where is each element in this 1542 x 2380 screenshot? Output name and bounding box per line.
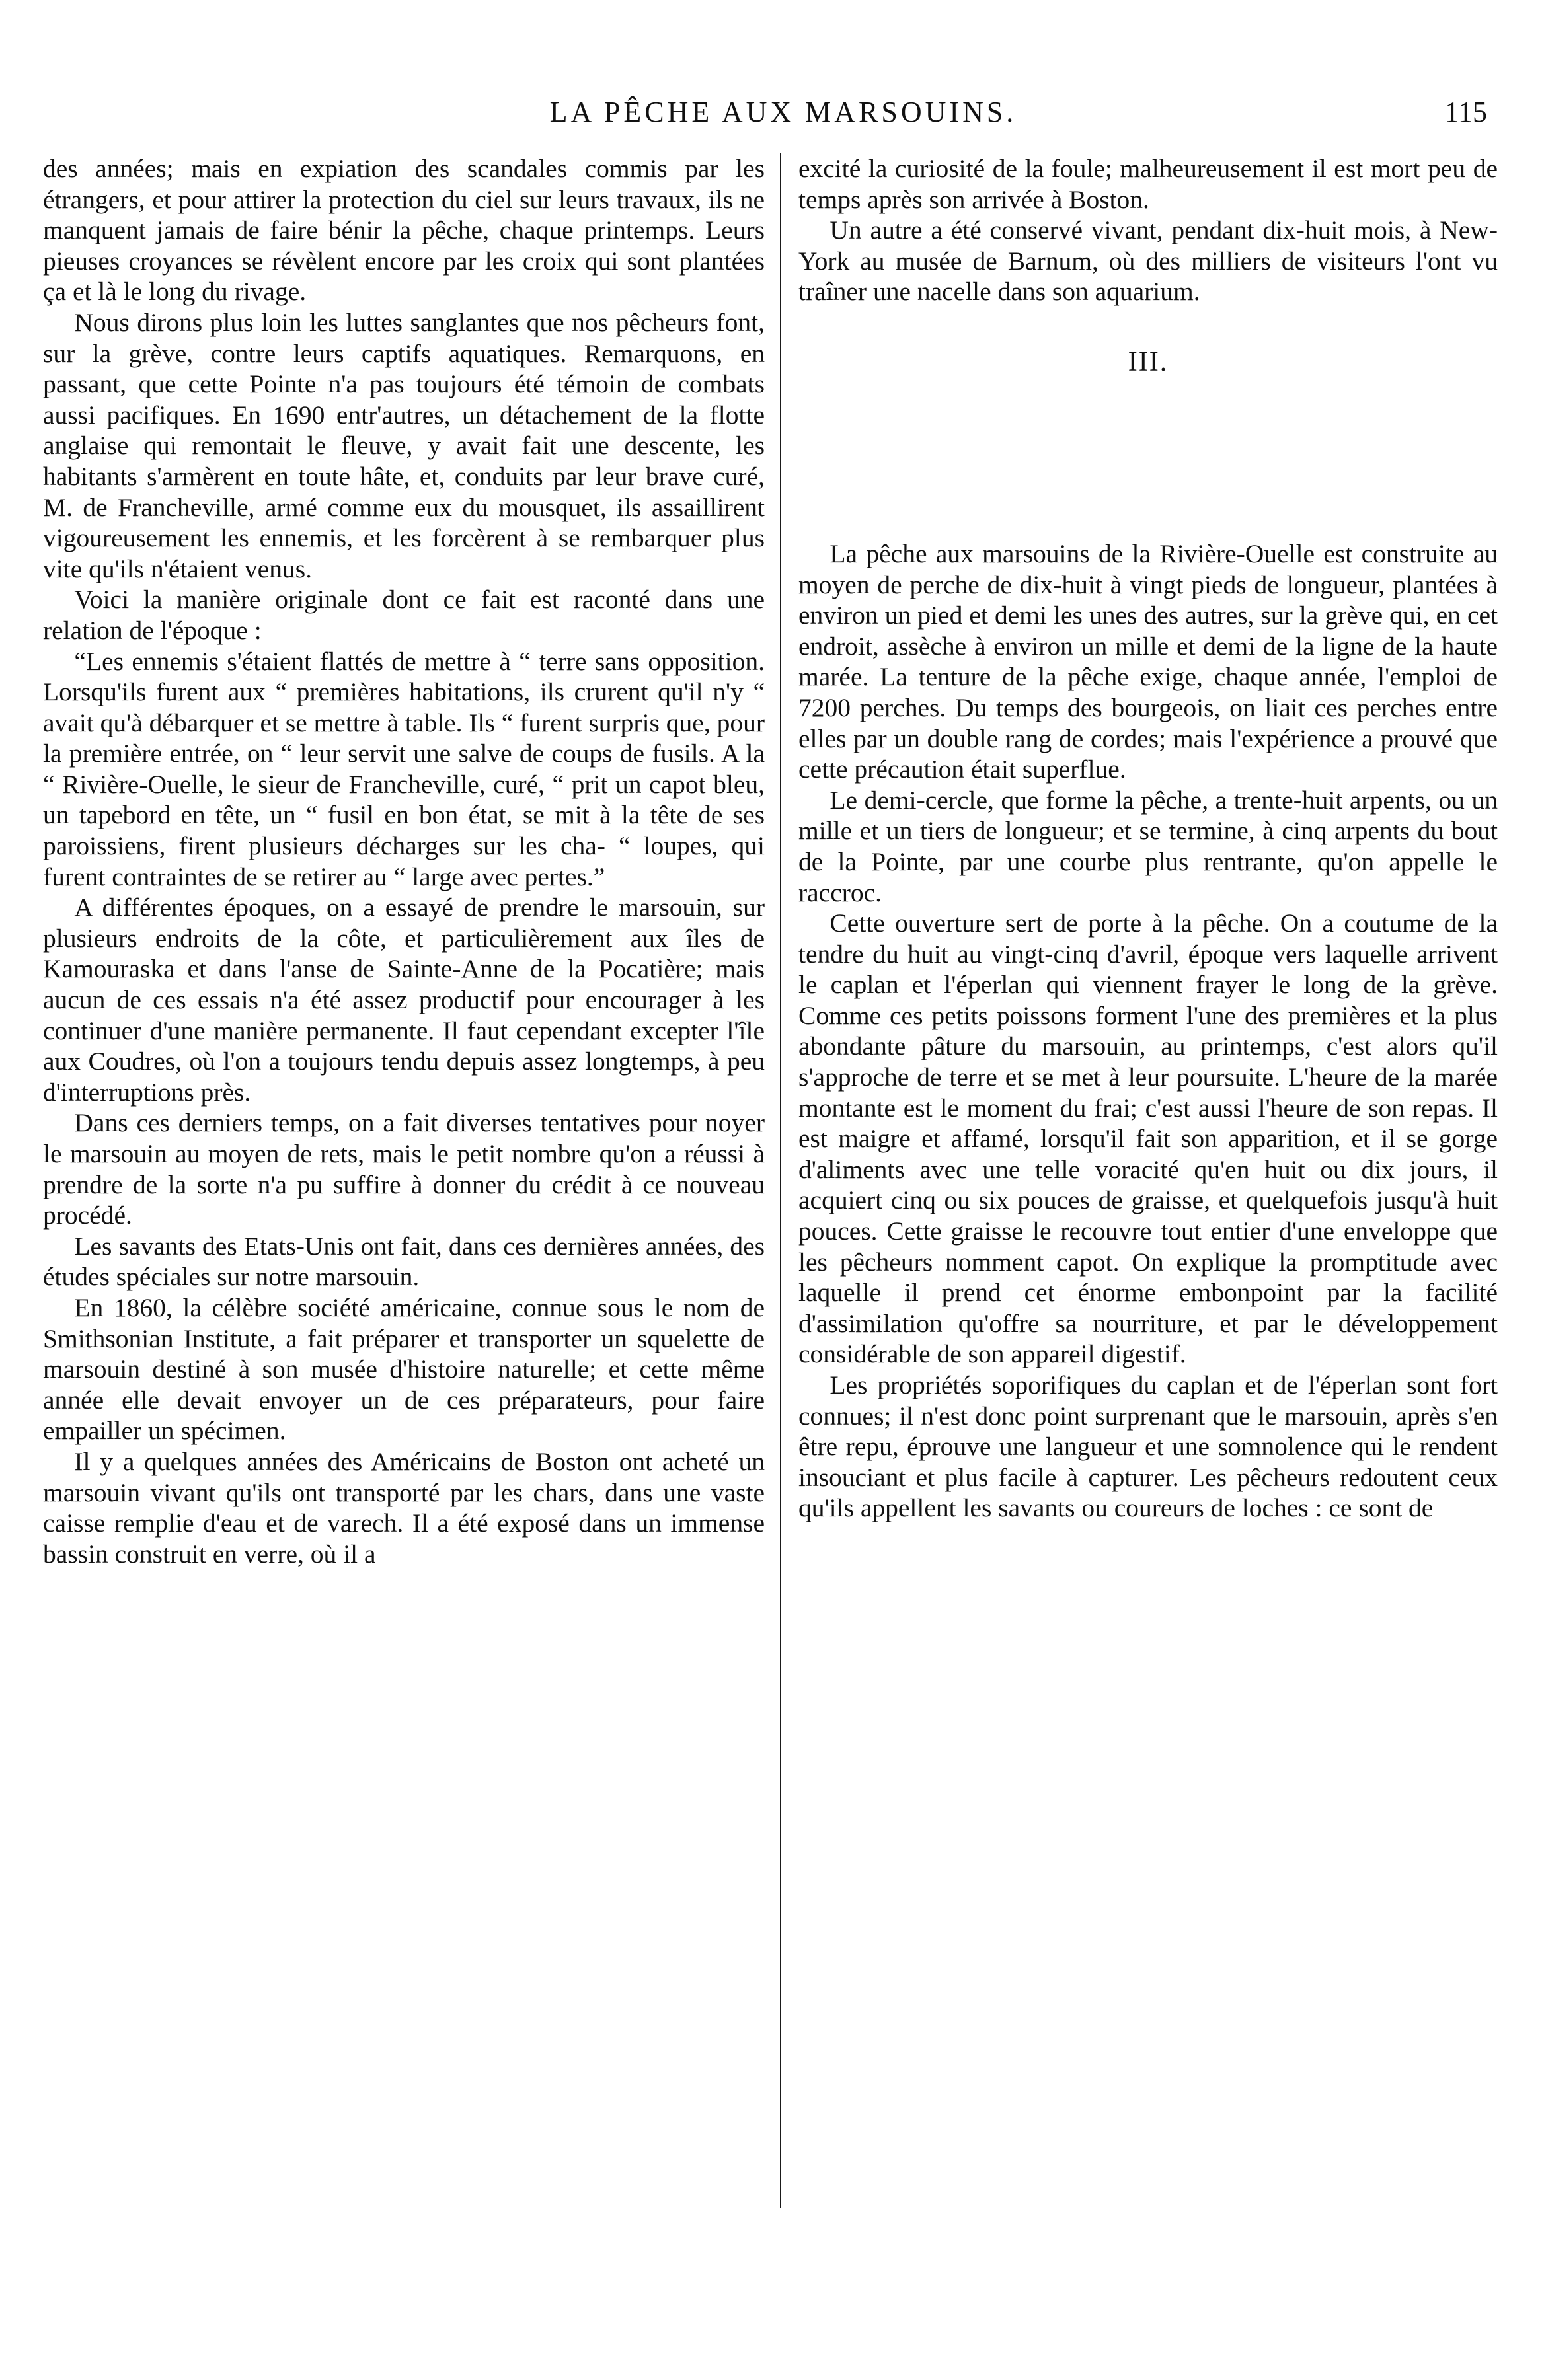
paragraph: excité la curiosité de la foule; malheureusement il est mort peu de temps après son arrivée à Boston. [798, 154, 1498, 214]
paragraph: A différentes époques, on a essayé de prendre le marsouin, sur plusieurs endroits de la côte, et particulièrement aux îles de Kamouraska et dans l'anse de Sainte-Anne de la Pocatière; mais aucun de ces essais n'a été assez productif pour encourager à les continuer d'une manière permanente. Il faut cependant excepter l'île aux Coudres, où l'on a toujours tendu depuis assez longtemps, à peu d'interruptions près. [43, 893, 765, 1107]
quotation: “Les ennemis s'étaient flattés de mettre à “ terre sans opposition. Lorsqu'ils furent aux “ premières habitations, ils crurent qu'il n'y “ avait qu'à débarquer et se mettre à table. Ils “ furent surpris que, pour la première entrée, on “ leur servit une salve de coups de fusils. A la “ Rivière-Ouelle, le sieur de Francheville, curé, “ prit un capot bleu, un tapebord en tête, un “ fusil en bon état, se mit à la tête de ses paroissiens, firent plusieurs décharges sur les cha- “ loupes, qui furent contraintes de se retirer au “ large avec pertes.” [43, 646, 765, 891]
paragraph: Un autre a été conservé vivant, pendant dix-huit mois, à New-York au musée de Barnum, où des milliers de visiteurs l'ont vu traîner une nacelle dans son aquarium. [798, 215, 1498, 307]
running-title: LA PÊCHE AUX MARSOUINS. [549, 96, 1017, 128]
paragraph: Les propriétés soporifiques du caplan et de l'éperlan sont fort connues; il n'est donc point surprenant que le marsouin, après s'en être repu, éprouve une langueur et une somnolence qui le rendent insouciant et plus facile à capturer. Les pêcheurs redoutent ceux qu'ils appellent les savants ou coureurs de loches : ce sont de [798, 1370, 1498, 1523]
section-heading: III. [1128, 346, 1169, 377]
column-divider [780, 153, 781, 2208]
left-column [43, 153, 765, 2268]
paragraph: Le demi-cercle, que forme la pêche, a trente-huit arpents, ou un mille et un tiers de longueur; et se termine, à cinq arpents du bout de la Pointe, par une courbe plus rentrante, qu'on appelle le raccroc. [798, 785, 1498, 907]
paragraph: Il y a quelques années des Américains de Boston ont acheté un marsouin vivant qu'ils ont transporté par les chars, dans une vaste caisse remplie d'eau et de varech. Il a été exposé dans un immense bassin construit en verre, où il a [43, 1446, 765, 1569]
paragraph: des années; mais en expiation des scandales commis par les étrangers, et pour attirer la protection du ciel sur leurs travaux, ils ne manquent jamais de faire bénir la pêche, chaque printemps. Leurs pieuses croyances se révèlent encore par les croix qui sont plantées ça et là le long du rivage. [43, 154, 765, 307]
right-column [798, 153, 1498, 2268]
page-number: 115 [1444, 96, 1487, 128]
paragraph: Dans ces derniers temps, on a fait diverses tentatives pour noyer le marsouin au moyen de rets, mais le petit nombre qu'on a réussi à prendre de la sorte n'a pu suffire à donner du crédit à ce nouveau procédé. [43, 1108, 765, 1230]
paragraph: Cette ouverture sert de porte à la pêche. On a coutume de la tendre du huit au vingt-cinq d'avril, époque vers laquelle arrivent le caplan et l'éperlan qui viennent frayer le long de la grève. Comme ces petits poissons forment l'une des premières et la plus abondante pâture du marsouin, au printemps, c'est alors qu'il s'approche de terre et se met à leur poursuite. L'heure de la marée montante est le moment du frai; c'est aussi l'heure de son repas. Il est maigre et affamé, lorsqu'il fait son apparition, et il se gorge d'aliments avec une telle voracité qu'en huit ou dix jours, il acquiert cinq ou six pouces de graisse, et quelquefois jusqu'à huit pouces. Cette graisse le recouvre tout entier d'une enveloppe que les pêcheurs nomment capot. On explique la promptitude avec laquelle il prend cet énorme embonpoint par la facilité d'assimilation qu'offre sa nourriture, et par le développement considérable de son appareil digestif. [798, 909, 1498, 1369]
running-head [79, 93, 1487, 132]
paragraph: Nous dirons plus loin les luttes sanglantes que nos pêcheurs font, sur la grève, contre leurs captifs aquatiques. Remarquons, en passant, que cette Pointe n'a pas toujours été témoin de combats aussi pacifiques. En 1690 entr'autres, un détachement de la flotte anglaise qui remontait le fleuve, y avait fait une descente, les habitants s'armèrent en toute hâte, et, conduits par leur brave curé, M. de Francheville, armé comme eux du mousquet, ils assaillirent vigoureusement les ennemis, et les forcèrent à se rembarquer plus vite qu'ils n'étaient venus. [43, 307, 765, 583]
paragraph: Les savants des Etats-Unis ont fait, dans ces dernières années, des études spéciales sur notre marsouin. [43, 1231, 765, 1292]
paragraph: Voici la manière originale dont ce fait est raconté dans une relation de l'époque : [43, 585, 765, 645]
paragraph: La pêche aux marsouins de la Rivière-Ouelle est construite au moyen de perche de dix-huit à vingt pieds de longueur, plantées à environ un pied et demi les unes des autres, sur la grève qui, en cet endroit, assèche à environ un mille et demi de la ligne de la haute marée. La tenture de la pêche exige, chaque année, l'emploi de 7200 perches. Du temps des bourgeois, on liait ces perches entre elles par un double rang de cordes; mais l'expérience a prouvé que cette précaution était superflue. [798, 539, 1498, 784]
paragraph: En 1860, la célèbre société américaine, connue sous le nom de Smithsonian Institute, a fait préparer et transporter un squelette de marsouin destiné à son musée d'histoire naturelle; et cette même année elle devait envoyer un de ces préparateurs, pour faire empailler un spécimen. [43, 1292, 765, 1446]
